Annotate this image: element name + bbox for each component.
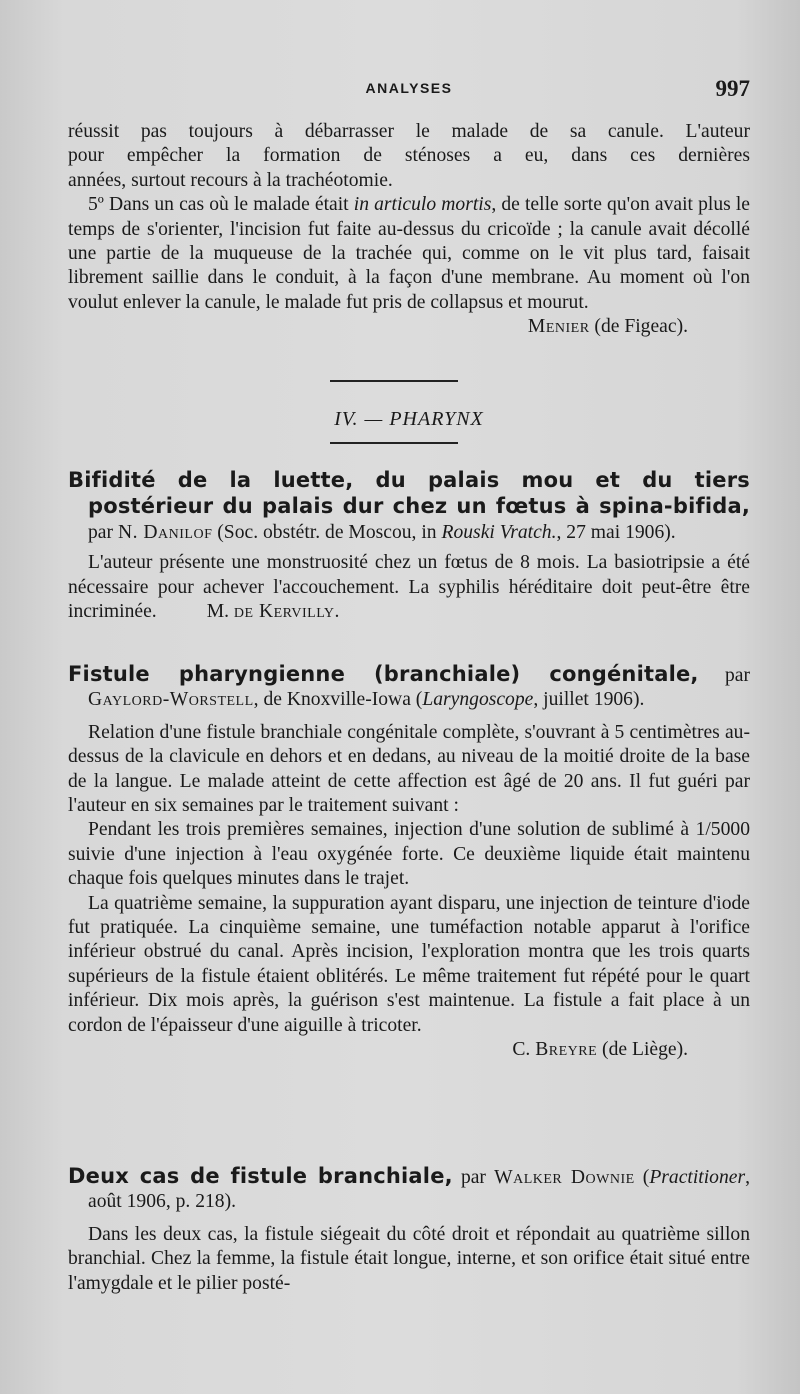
article-1-body-text: L'auteur présente une monstruosité chez un fœtus de 8 mois. La basiotripsie a été nécessaire pour achever l'accouchement. La syphilis héréditaire doit peut-être être incriminée. — [68, 552, 750, 623]
article-1-signature-name: de Kervilly. — [233, 601, 340, 623]
carryover-line-3: années, surtout recours à la trachéotomie. — [68, 169, 393, 191]
article-3-ref-after: , août 1906, p. 218). — [88, 1167, 750, 1213]
article-2-title: Fistule pharyngienne (branchiale) congénitale, — [68, 662, 699, 686]
running-head — [68, 76, 750, 102]
article-1-ref-before: (Soc. obstétr. de Moscou, in — [212, 521, 442, 543]
p5-text-before: 5º Dans un cas où le malade était — [88, 194, 354, 216]
article-3-heading — [68, 1164, 750, 1215]
article-3-ref-before: ( — [634, 1167, 650, 1188]
p5-text-after: , de telle sorte qu'on avait plus le temps de s'orienter, l'incision fut faite au-dessus du cricoïde ; la canule avait décollé une partie de la muqueuse de la trachée qui, comme on le vit plus tard, faisait librement saillie dans le conduit, à la façon d'une membrane. Au moment où l'on voulut enlever la canule, le malade fut pris de collapsus et mourut. — [68, 194, 750, 313]
paragraph-5 — [68, 193, 750, 315]
p5-italic: in articulo mortis — [353, 194, 492, 216]
article-1-heading — [68, 468, 750, 545]
article-3-body: Dans les deux cas, la fistule siégeait du côté droit et répondait au quatrième sillon branchial. Chez la femme, la fistule était longue, interne, et son orifice était situé entre l'amygdale et le pilier posté- — [68, 1223, 750, 1294]
article-1-by: par — [88, 521, 114, 543]
article-2-ref-before: , de Knoxville-Iowa ( — [253, 689, 423, 711]
article-3-title: Deux cas de fistule branchiale, — [68, 1164, 453, 1188]
article-3-author: Walker Downie — [494, 1167, 635, 1188]
article-2-heading — [68, 662, 750, 713]
article-2-by: par — [698, 665, 750, 686]
article-1-title: Bifidité de la luette, du palais mou et du tiers postérieur du palais dur chez un fœtus à spina-bifida, — [68, 468, 750, 519]
article-2-author: Gaylord-Worstell — [88, 689, 254, 711]
article-2 — [68, 662, 750, 1063]
signature-place: (de Figeac). — [589, 316, 688, 338]
article-2-paragraph-3: La quatrième semaine, la suppuration ayant disparu, une injection de teinture d'iode fut pratiquée. La cinquième semaine, une tuméfaction notable apparut à l'orifice inférieur obstrué du canal. Après incision, l'exploration montra que les trois quarts supérieurs de la fistule étaient oblitérés. Le même traitement fut répété pour le quart inférieur. Dix mois après, la guérison s'est maintenue. La fistule a fait place à un cordon de l'épaisseur d'une aiguille à tricoter. — [68, 892, 750, 1036]
carryover-line-2: pour empêcher la formation de sténoses a eu, dans ces dernières — [68, 145, 750, 167]
article-2-paragraph-2: Pendant les trois premières semaines, injection d'une solution de sublimé à 1/5000 suivie d'une injection à l'eau oxygénée forte. Ce deuxième liquide était maintenu chaque fois quelques minutes dans le trajet. — [68, 819, 750, 890]
page-number: 997 — [715, 76, 750, 101]
article-1-author: N. Danilof — [117, 521, 213, 543]
article-3 — [68, 1164, 750, 1296]
carryover-block — [68, 120, 750, 340]
running-title: ANALYSES — [365, 80, 453, 96]
article-2-ref-italic: Laryngoscope — [422, 689, 534, 711]
section-title: IV. — PHARYNX — [334, 408, 484, 430]
article-2-ref-after: , juillet 1906). — [533, 689, 645, 711]
article-2-signature-place: (de Liège). — [597, 1039, 688, 1061]
article-3-by: par — [452, 1167, 486, 1188]
article-1-ref-after: , 27 mai 1906). — [556, 521, 676, 543]
article-2-signature-name: Breyre — [535, 1039, 598, 1061]
signature-menier — [68, 315, 750, 339]
signature-name: Menier — [527, 316, 590, 338]
section-rule-top — [330, 380, 458, 382]
carryover-line-1: réussit pas toujours à débarrasser le malade de sa canule. L'auteur — [68, 121, 750, 142]
article-3-ref-italic: Practitioner — [649, 1167, 746, 1188]
article-1-signature-prefix: M. — [206, 601, 234, 623]
section-rule-bottom — [330, 442, 458, 444]
article-1-ref-italic: Rouski Vratch. — [441, 521, 557, 543]
article-2-signature-prefix: C. — [512, 1039, 536, 1061]
article-2-paragraph-1: Relation d'une fistule branchiale congénitale complète, s'ouvrant à 5 centimètres au-dessus de la clavicule en dehors et en dedans, au niveau de la moitié droite de la base de la langue. Le malade atteint de cette affection est âgé de 20 ans. Il fut guéri par l'auteur en six semaines par le traitement suivant : — [68, 721, 750, 817]
article-2-signature — [68, 1038, 750, 1062]
article-1-body — [68, 551, 750, 624]
article-1 — [68, 468, 750, 624]
